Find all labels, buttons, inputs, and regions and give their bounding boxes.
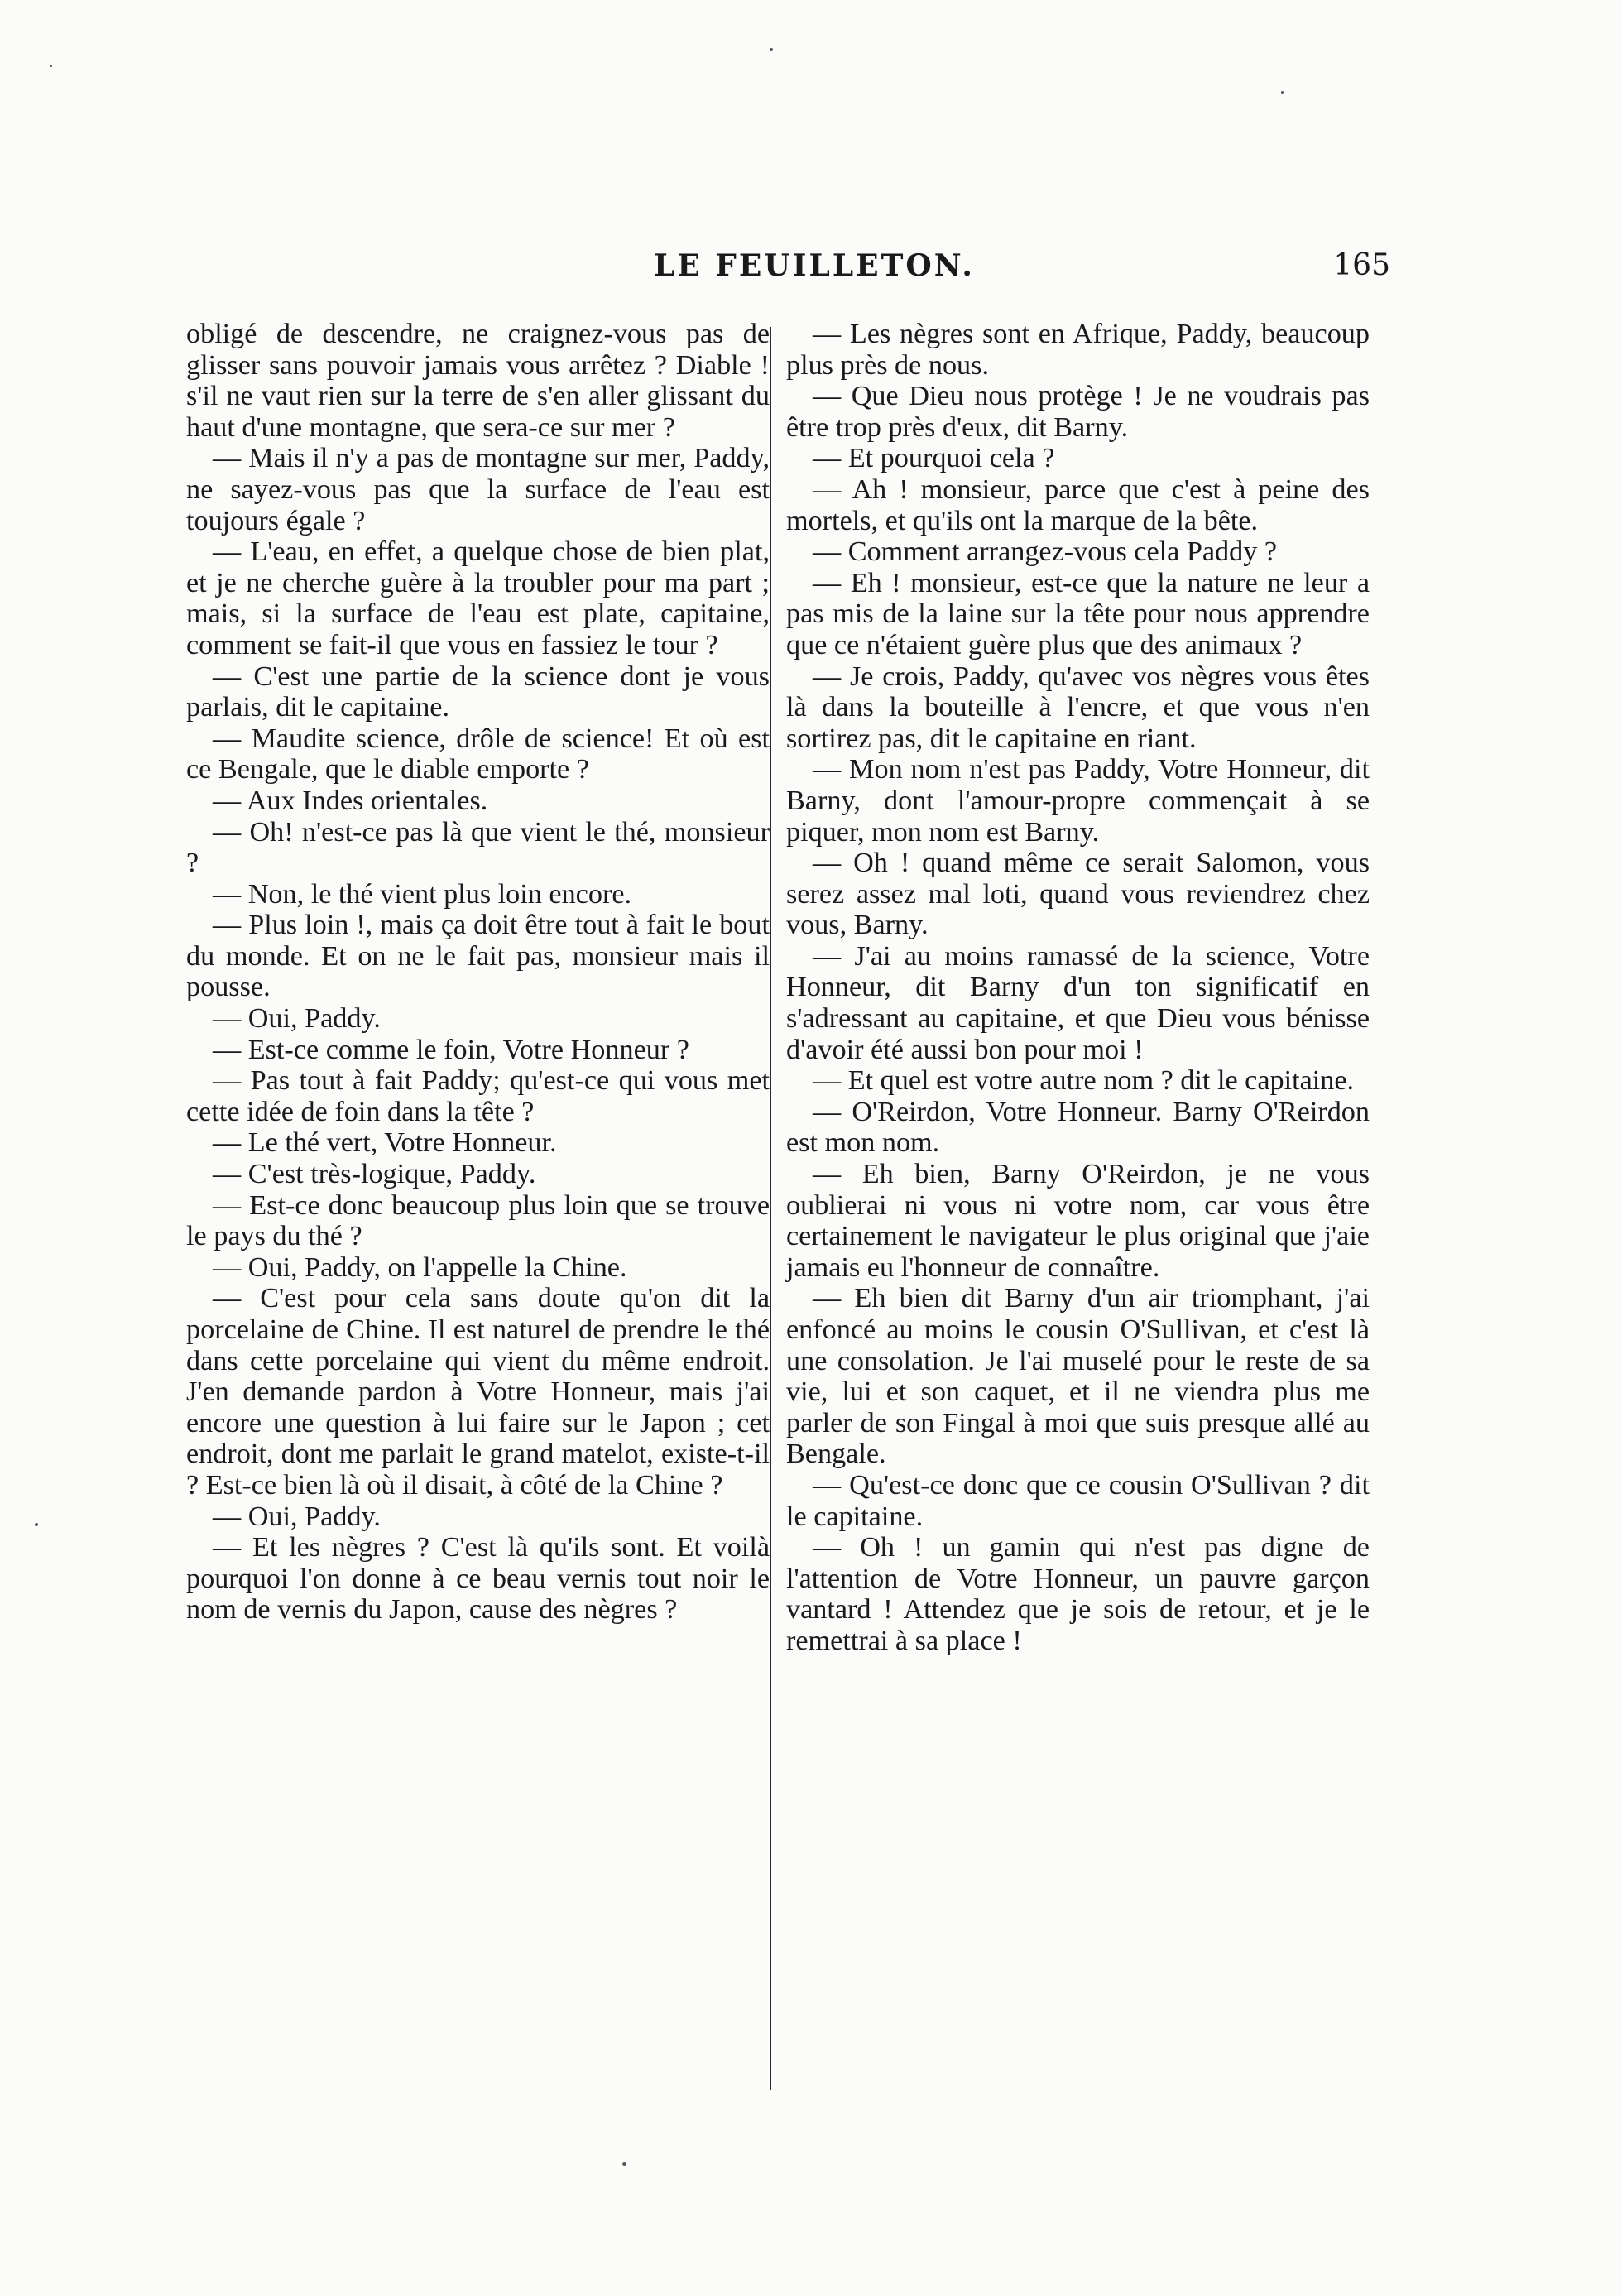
paragraph: — Non, le thé vient plus loin encore.	[213, 878, 632, 910]
paragraph: — Aux Indes orientales.	[213, 785, 488, 816]
running-title: LE FEUILLETON.	[654, 248, 975, 283]
paragraph: — Et quel est votre autre nom ? dit le capitaine.	[813, 1065, 1355, 1097]
paragraph: — C'est très-logique, Paddy.	[213, 1159, 536, 1190]
paragraph: — Comment arrangez-vous cela Paddy ?	[813, 536, 1278, 568]
paragraph: — Le thé vert, Votre Honneur.	[213, 1127, 557, 1159]
paragraph: — Et les nègres ? C'est là qu'ils sont. Et voilà pourquoi l'on donne à ce beau vernis tout noir le nom de vernis du Japon, cause des nègres ?	[186, 1532, 770, 1626]
print-speck	[50, 65, 52, 67]
print-speck	[770, 48, 773, 51]
paragraph: — Maudite science, drôle de science! Et où est ce Bengale, que le diable emporte ?	[186, 723, 770, 785]
paragraph: — Oui, Paddy.	[213, 1003, 381, 1035]
paragraph: — Est-ce donc beaucoup plus loin que se trouve le pays du thé ?	[186, 1189, 770, 1252]
right-column	[786, 319, 1370, 1657]
paragraph: — Ah ! monsieur, parce que c'est à peine des mortels, et qu'ils ont la marque de la bête.	[786, 473, 1370, 536]
paragraph: — Est-ce comme le foin, Votre Honneur ?	[213, 1034, 689, 1065]
paragraph: — Oh ! un gamin qui n'est pas digne de l'attention de Votre Honneur, un pauvre garçon vantard ! Attendez que je sois de retour, et je le remettrai à sa place !	[786, 1532, 1370, 1656]
paragraph: — L'eau, en effet, a quelque chose de bien plat, et je ne cherche guère à la troubler pour ma part ; mais, si la surface de l'eau est plate, capitaine, comment se fait-il que vous en fassiez le tour ?	[186, 536, 770, 660]
paragraph: — C'est pour cela sans doute qu'on dit la porcelaine de Chine. Il est naturel de prendre le thé dans cette porcelaine qui vient du même endroit. J'en demande pardon à Votre Honneur, mais j'ai encore une question à lui faire sur le Japon ; cet endroit, dont me parlait le grand matelot, existe-t-il ? Est-ce bien là où il disait, à côté de la Chine ?	[186, 1283, 770, 1501]
paragraph: — O'Reirdon, Votre Honneur. Barny O'Reirdon est mon nom.	[786, 1096, 1370, 1159]
paragraph: — Pas tout à fait Paddy; qu'est-ce qui vous met cette idée de foin dans la tête ?	[186, 1065, 770, 1127]
running-header	[596, 248, 1390, 290]
paragraph: — Eh ! monsieur, est-ce que la nature ne leur a pas mis de la laine sur la tête pour nous apprendre que ce n'étaient guère plus que des animaux ?	[786, 567, 1370, 660]
paragraph: — Que Dieu nous protège ! Je ne voudrais pas être trop près d'eux, dit Barny.	[786, 381, 1370, 443]
column-divider	[770, 327, 771, 2090]
paragraph: — Qu'est-ce donc que ce cousin O'Sullivan ? dit le capitaine.	[786, 1469, 1370, 1532]
paragraph: — Les nègres sont en Afrique, Paddy, beaucoup plus près de nous.	[786, 319, 1370, 381]
paragraph: — Oui, Paddy.	[213, 1501, 381, 1532]
paragraph: — Je crois, Paddy, qu'avec vos nègres vous êtes là dans la bouteille à l'encre, et que vous n'en sortirez pas, dit le capitaine en riant.	[786, 660, 1370, 754]
print-speck	[35, 1523, 38, 1526]
paragraph: — Mon nom n'est pas Paddy, Votre Honneur, dit Barny, dont l'amour-propre commençait à se piquer, mon nom est Barny.	[786, 754, 1370, 848]
paragraph: — Oui, Paddy, on l'appelle la Chine.	[213, 1251, 627, 1283]
paragraph: — Oh ! quand même ce serait Salomon, vous serez assez mal loti, quand vous reviendrez chez vous, Barny.	[786, 848, 1370, 941]
paragraph: — Eh bien, Barny O'Reirdon, je ne vous oublierai ni vous ni votre nom, car vous être certainement le navigateur le plus original que j'aie jamais eu l'honneur de connaître.	[786, 1159, 1370, 1283]
paragraph: — Oh! n'est-ce pas là que vient le thé, monsieur ?	[186, 816, 770, 879]
paragraph: — Plus loin !, mais ça doit être tout à fait le bout du monde. Et on ne le fait pas, monsieur mais il pousse.	[186, 910, 770, 1003]
print-speck	[622, 2162, 626, 2166]
paragraph: — Eh bien dit Barny d'un air triomphant, j'ai enfoncé au moins le cousin O'Sullivan, et c'est là une consolation. Je l'ai muselé pour le reste de sa vie, lui et son caquet, et il ne viendra plus me parler de son Fingal à moi que suis presque allé au Bengale.	[786, 1283, 1370, 1470]
paragraph: — C'est une partie de la science dont je vous parlais, dit le capitaine.	[186, 660, 770, 723]
paragraph: obligé de descendre, ne craignez-vous pas de glisser sans pouvoir jamais vous arrêtez ? Diable ! s'il ne vaut rien sur la terre de s'en aller glissant du haut d'une montagne, que sera-ce sur mer ?	[186, 319, 770, 443]
page-number: 165	[1333, 248, 1390, 282]
print-speck	[1281, 91, 1284, 94]
paragraph: — Et pourquoi cela ?	[813, 443, 1055, 474]
paragraph: — Mais il n'y a pas de montagne sur mer, Paddy, ne sayez-vous pas que la surface de l'eau est toujours égale ?	[186, 443, 770, 536]
left-column	[186, 319, 770, 1626]
paragraph: — J'ai au moins ramassé de la science, Votre Honneur, dit Barny d'un ton significatif en s'adressant au capitaine, et que Dieu vous bénisse d'avoir été aussi bon pour moi !	[786, 940, 1370, 1065]
